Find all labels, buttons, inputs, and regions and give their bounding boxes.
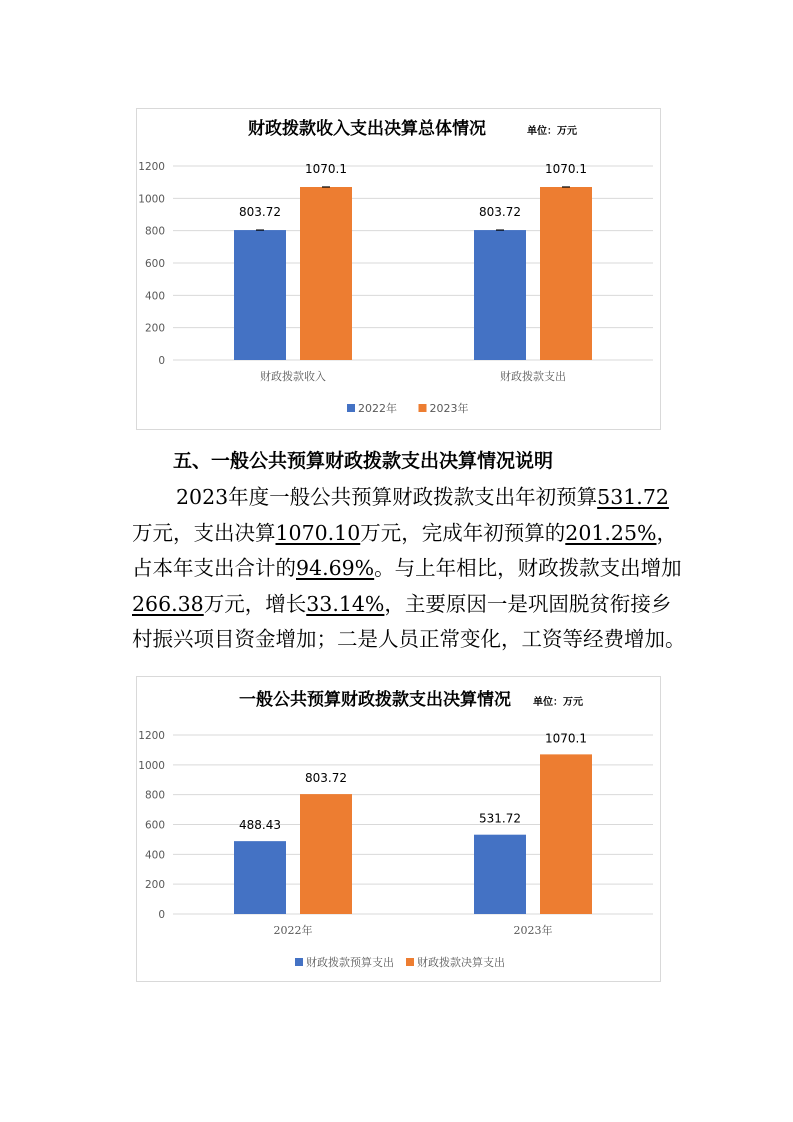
category-label: 财政拨款收入 (260, 370, 326, 383)
y-tick-label: 800 (144, 789, 165, 802)
legend-swatch (419, 404, 427, 412)
data-label: 488.43 (239, 818, 281, 833)
data-label: 803.72 (239, 205, 281, 220)
legend-entry: 2022年 (358, 402, 397, 415)
legend-entry: 财政拨款预算支出 (306, 956, 394, 969)
paragraph-text: ，主要原因一是巩固脱贫衔接乡 (384, 591, 672, 616)
section-paragraph (132, 480, 686, 658)
underlined-figure: 201.25% (565, 520, 657, 545)
paragraph-line (132, 551, 682, 587)
paragraph-line (132, 587, 672, 623)
y-tick-label: 1000 (138, 759, 165, 772)
y-tick-label: 0 (158, 355, 165, 367)
y-tick-label: 400 (144, 290, 165, 303)
bar-orange (540, 187, 592, 360)
chart2-svg (137, 677, 660, 981)
bar-orange (540, 754, 592, 914)
category-label: 2022年 (273, 924, 313, 937)
bar-orange (300, 794, 352, 914)
chart-title: 一般公共预算财政拨款支出决算情况 (239, 690, 511, 710)
paragraph-text: 万元，支出决算 (132, 520, 276, 545)
bar-orange (300, 187, 352, 360)
y-tick-label: 0 (158, 909, 165, 921)
y-tick-label: 600 (144, 819, 165, 832)
y-tick-label: 600 (144, 258, 165, 270)
paragraph-line (132, 516, 677, 552)
chart-unit-label: 单位：万元 (527, 126, 577, 137)
underlined-figure: 1070.10 (275, 520, 361, 545)
y-tick-label: 200 (144, 879, 165, 892)
paragraph-text: 万元，完成年初预算的 (360, 520, 566, 545)
category-label: 2023年 (513, 924, 553, 937)
paragraph-text: 村振兴项目资金增加；二是人员正常变化，工资等经费增加。 (132, 627, 686, 651)
data-label: 1070.1 (305, 162, 347, 177)
category-label: 财政拨款支出 (500, 370, 566, 383)
underlined-figure: 266.38 (132, 591, 204, 616)
data-label: 803.72 (479, 205, 521, 220)
data-label: 803.72 (305, 771, 347, 786)
underlined-figure: 531.72 (597, 485, 669, 509)
section-heading: 五、一般公共预算财政拨款支出决算情况说明 (173, 450, 554, 472)
y-tick-label: 800 (144, 225, 165, 238)
y-tick-label: 200 (144, 322, 165, 335)
legend-swatch (295, 958, 303, 966)
paragraph-text: 2023年度一般公共预算财政拨款支出年初预算 (176, 485, 598, 509)
chart-title: 财政拨款收入支出决算总体情况 (248, 119, 486, 139)
paragraph-text: ， (656, 520, 677, 545)
chart1-svg (137, 109, 660, 429)
paragraph-line (132, 622, 686, 658)
paragraph-text: 占本年支出合计的 (132, 556, 296, 580)
paragraph-text: 万元，增长 (203, 591, 307, 616)
chart-unit-label: 单位：万元 (533, 697, 583, 708)
y-tick-label: 1200 (138, 161, 165, 173)
y-tick-label: 1200 (138, 730, 165, 742)
data-label: 1070.1 (545, 731, 587, 746)
data-label: 1070.1 (545, 162, 587, 177)
data-label: 531.72 (479, 811, 521, 826)
paragraph-text: 。与上年相比，财政拨款支出增加 (374, 556, 682, 580)
y-tick-label: 1000 (138, 193, 165, 206)
legend-entry: 2023年 (429, 402, 469, 415)
legend-swatch (347, 404, 355, 412)
legend-entry: 财政拨款决算支出 (417, 956, 505, 969)
bar-blue (474, 230, 526, 360)
underlined-figure: 94.69% (296, 556, 375, 580)
underlined-figure: 33.14% (306, 591, 385, 616)
bar-blue (474, 835, 526, 914)
y-tick-label: 400 (144, 849, 165, 862)
bar-blue (234, 841, 286, 914)
bar-blue (234, 230, 286, 360)
legend-swatch (406, 958, 414, 966)
paragraph-line (132, 480, 672, 516)
chart-general-budget-expenditure (136, 676, 661, 982)
chart-revenue-expenditure-overview (136, 108, 661, 430)
